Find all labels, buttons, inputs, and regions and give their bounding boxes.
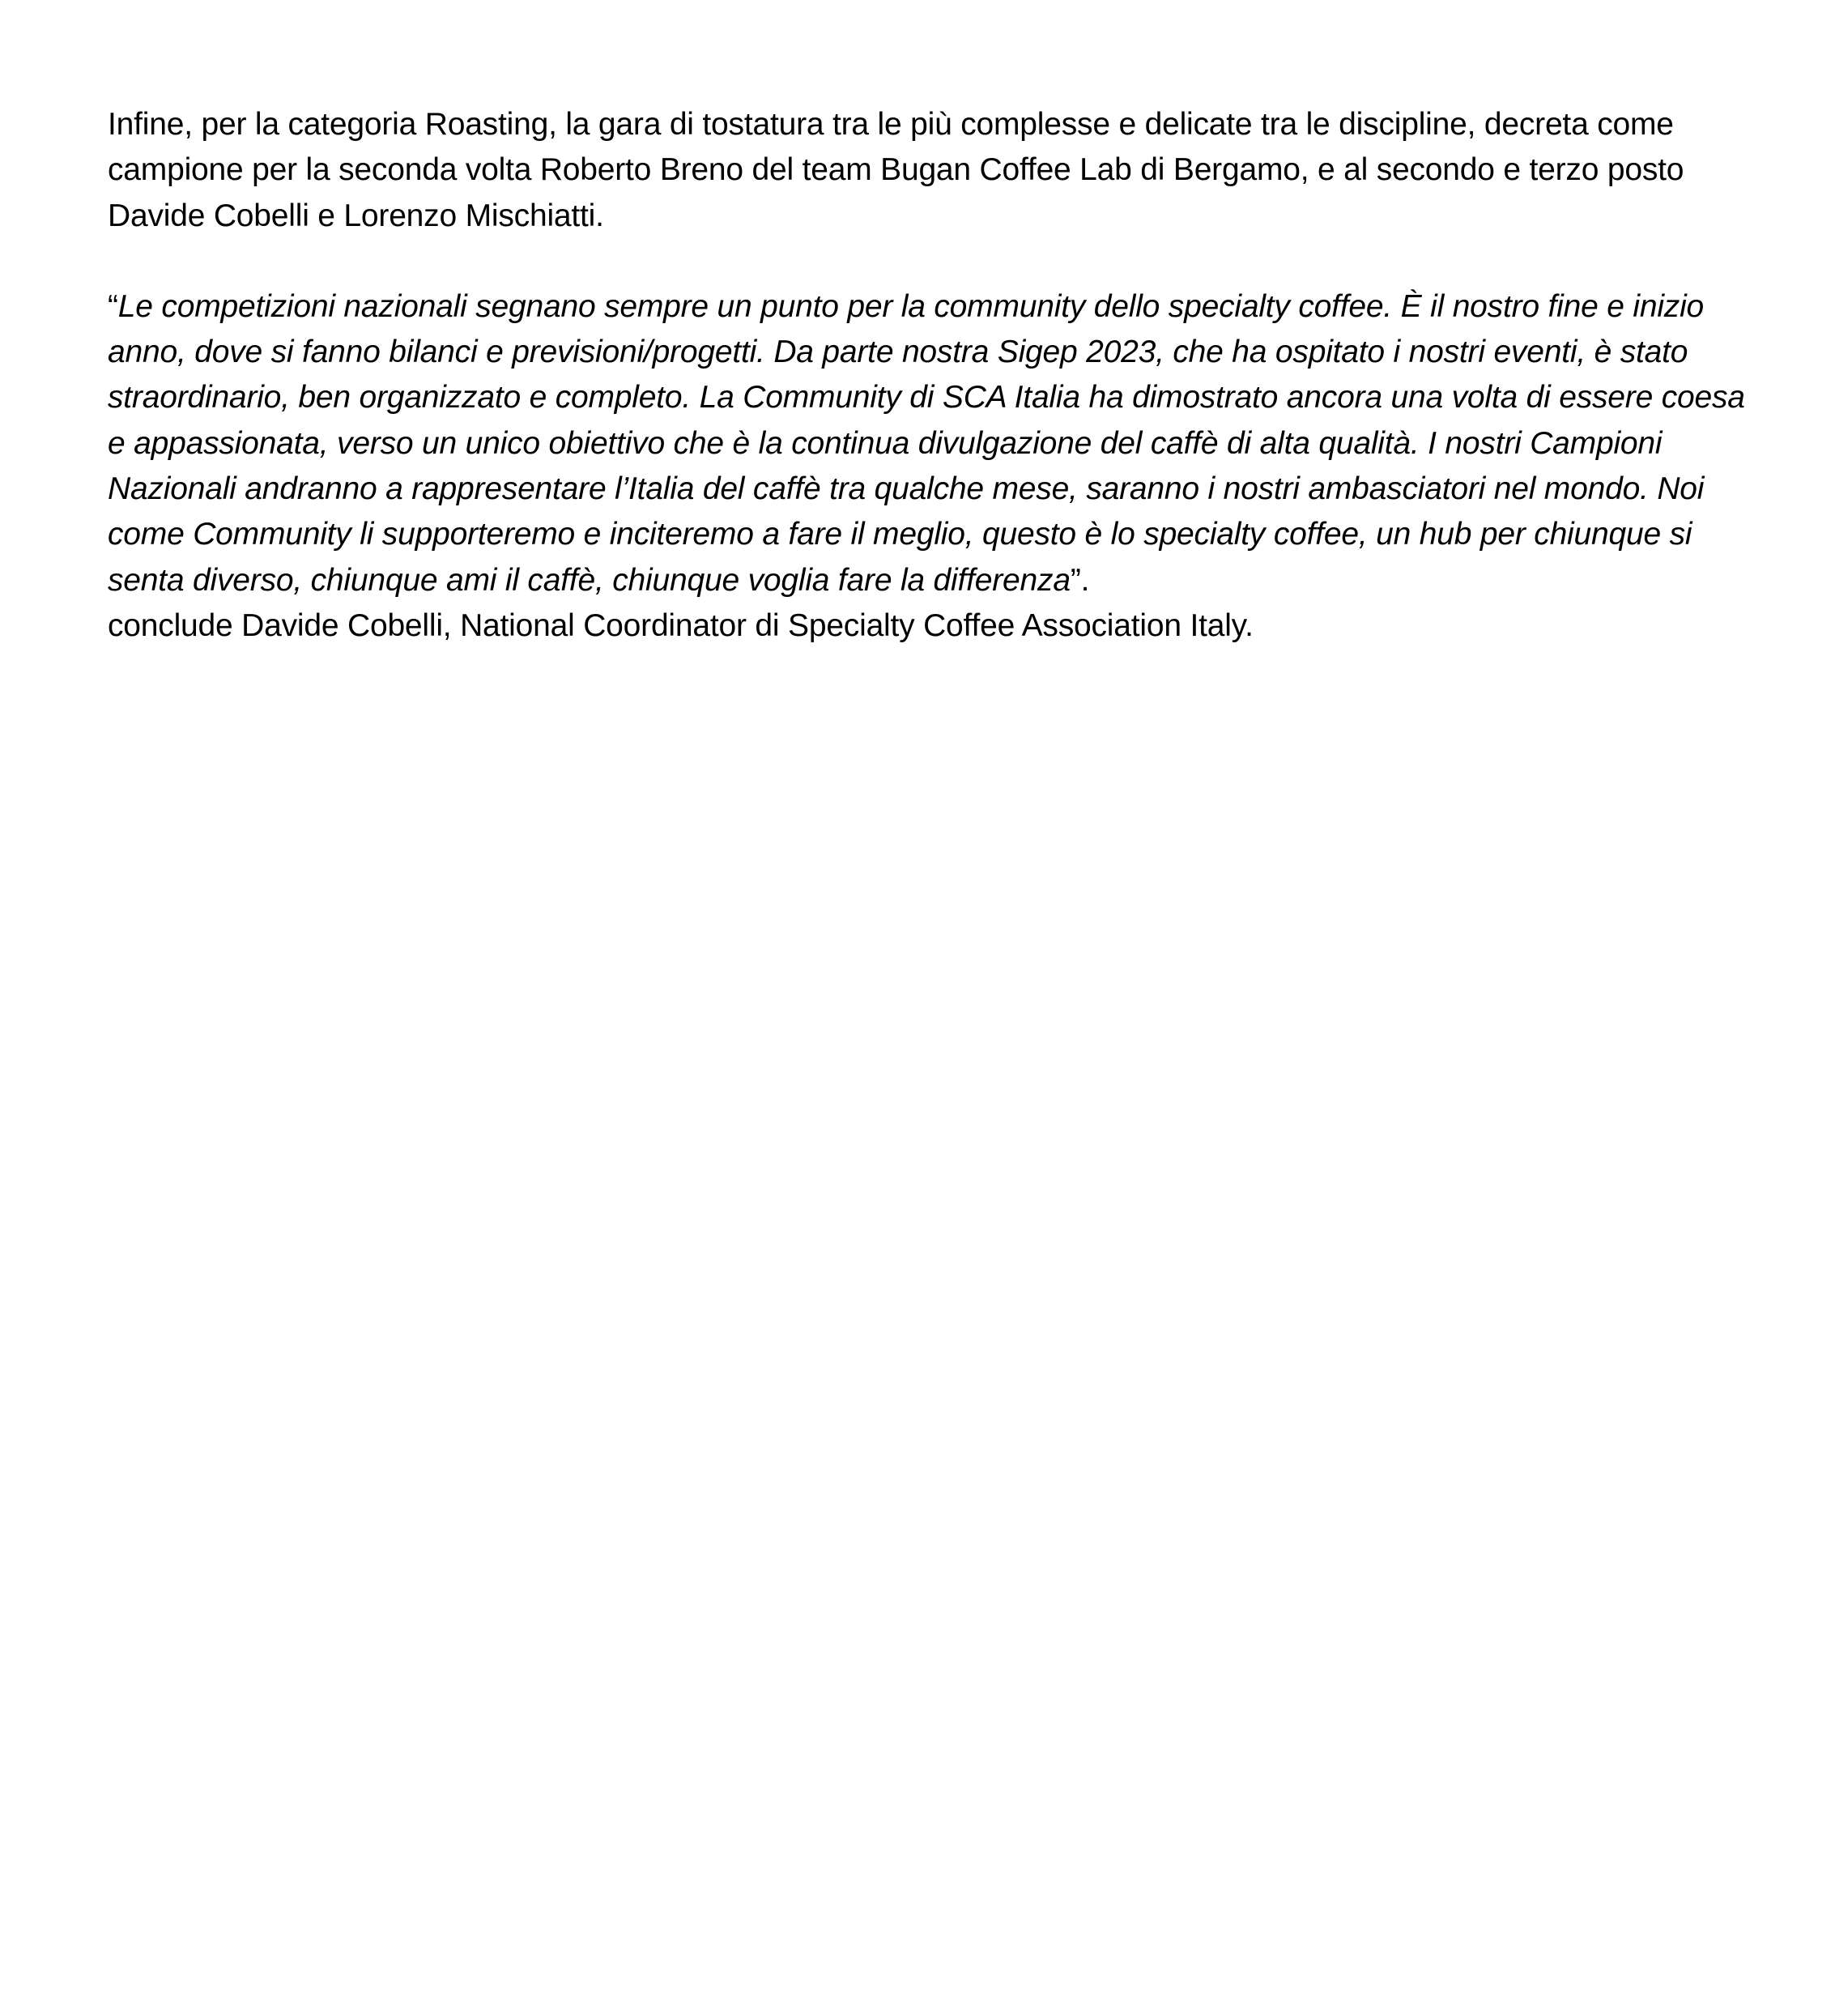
quote-open-mark: “ <box>108 288 118 324</box>
quote-paragraph <box>108 284 1752 603</box>
document-body <box>108 102 1752 649</box>
attribution-line: conclude Davide Cobelli, National Coordinator di Specialty Coffee Association Italy. <box>108 607 1254 643</box>
quote-text: Le competizioni nazionali segnano sempre un punto per la community dello specialty coffee. È il nostro fine e inizio anno, dove si fanno bilanci e previsioni/progetti. Da parte nostra Sigep 2023, che ha ospitato i nostri eventi, è stato straordinario, ben organizzato e completo. La Community di SCA Italia ha dimostrato ancora una volta di essere coesa e appassionata, verso un unico obiettivo che è la continua divulgazione del caffè di alta qualità. I nostri Campioni Nazionali andranno a rappresentare l’Italia del caffè tra qualche mese, saranno i nostri ambasciatori nel mondo. Noi come Community li supporteremo e inciteremo a fare il meglio, questo è lo specialty coffee, un hub per chiunque si senta diverso, chiunque ami il caffè, chiunque voglia fare la differenza <box>108 288 1745 598</box>
paragraph-spacer <box>108 239 1752 284</box>
quote-close-mark: ”. <box>1070 562 1090 598</box>
paragraph-roasting: Infine, per la categoria Roasting, la gara di tostatura tra le più complesse e delicate tra le discipline, decreta come campione per la seconda volta Roberto Breno del team Bugan Coffee Lab di Bergamo, e al secondo e terzo posto Davide Cobelli e Lorenzo Mischiatti. <box>108 107 1684 233</box>
